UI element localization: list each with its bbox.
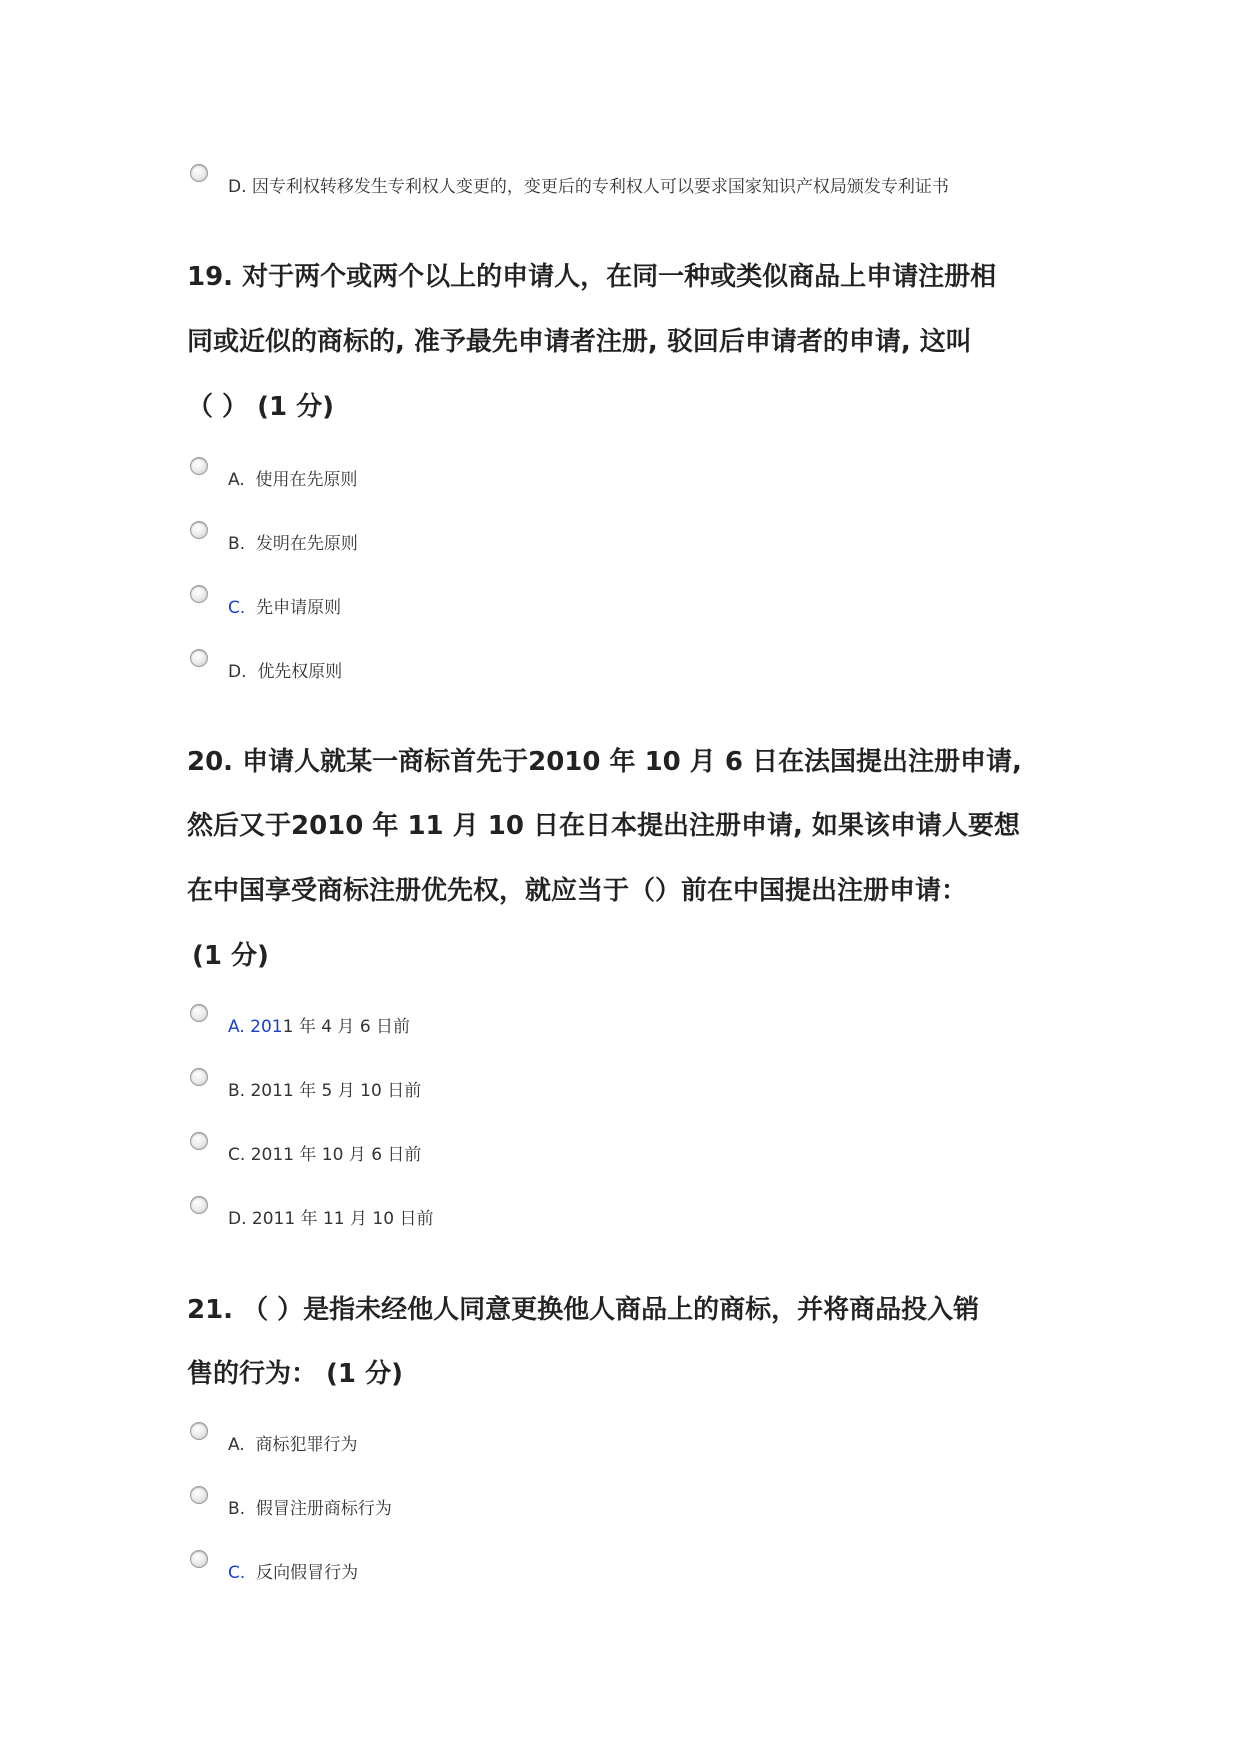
q21-question-line1: 21. （ ）是指未经他人同意更换他人商品上的商标，并将商品投入销 [187, 1295, 980, 1325]
q19-question-line1: 19. 对于两个或两个以上的申请人，在同一种或类似商品上申请注册相 [187, 262, 997, 292]
radio-button-icon[interactable] [190, 1132, 208, 1150]
option-text: 发明在先原则 [255, 534, 358, 554]
radio-button-icon[interactable] [190, 521, 208, 539]
option-text: D. 因专利权转移发生专利权人变更的，变更后的专利权人可以要求国家知识产权局颁发专利证书 [228, 177, 949, 197]
option-label: C. [228, 1145, 246, 1165]
option-label: D. [228, 662, 247, 682]
option-text: 1 年 4 月 6 日前 [282, 1017, 411, 1037]
q21-question-line2: 售的行为： (1 分) [187, 1359, 403, 1389]
q20-question-line1: 20. 申请人就某一商标首先于2010 年 10 月 6 日在法国提出注册申请, [187, 747, 1022, 777]
option-label: B. [228, 534, 246, 554]
option-text: 2011 年 10 月 6 日前 [250, 1145, 422, 1165]
option-label: D. [228, 1209, 247, 1229]
option-text: 2011 年 11 月 10 日前 [251, 1209, 434, 1229]
q20-question-line2: 然后又于2010 年 11 月 10 日在日本提出注册申请, 如果该申请人要想 [187, 811, 1020, 841]
option-text: 反向假冒行为 [256, 1563, 359, 1583]
radio-button-icon[interactable] [190, 649, 208, 667]
option-label: A. [228, 470, 245, 490]
radio-button-icon[interactable] [190, 1486, 208, 1504]
radio-button-icon[interactable] [190, 1068, 208, 1086]
radio-button-icon[interactable] [190, 585, 208, 603]
radio-button-icon[interactable] [190, 164, 208, 182]
option-label: B. [228, 1499, 246, 1519]
q20-question-line4: (1 分) [192, 941, 269, 971]
radio-button-icon[interactable] [190, 457, 208, 475]
option-label: C. [228, 598, 246, 618]
radio-button-icon[interactable] [190, 1422, 208, 1440]
option-text: 2011 年 5 月 10 日前 [250, 1081, 422, 1101]
option-label: B. [228, 1081, 246, 1101]
option-text: 先申请原则 [256, 598, 342, 618]
option-text: 假冒注册商标行为 [255, 1499, 392, 1519]
q19-question-line2: 同或近似的商标的, 准予最先申请者注册, 驳回后申请者的申请, 这叫 [187, 327, 972, 357]
q20-question-line3: 在中国享受商标注册优先权，就应当于（）前在中国提出注册申请： [187, 876, 968, 906]
radio-button-icon[interactable] [190, 1196, 208, 1214]
option-text: 优先权原则 [257, 662, 343, 682]
option-text: 商标犯罪行为 [255, 1435, 358, 1455]
q19-question-line3: （ ） (1 分) [187, 392, 335, 422]
option-label: A. 201 [228, 1017, 283, 1037]
radio-button-icon[interactable] [190, 1550, 208, 1568]
option-label: C. [228, 1563, 246, 1583]
option-label: A. [228, 1435, 245, 1455]
radio-button-icon[interactable] [190, 1004, 208, 1022]
option-text: 使用在先原则 [255, 470, 358, 490]
